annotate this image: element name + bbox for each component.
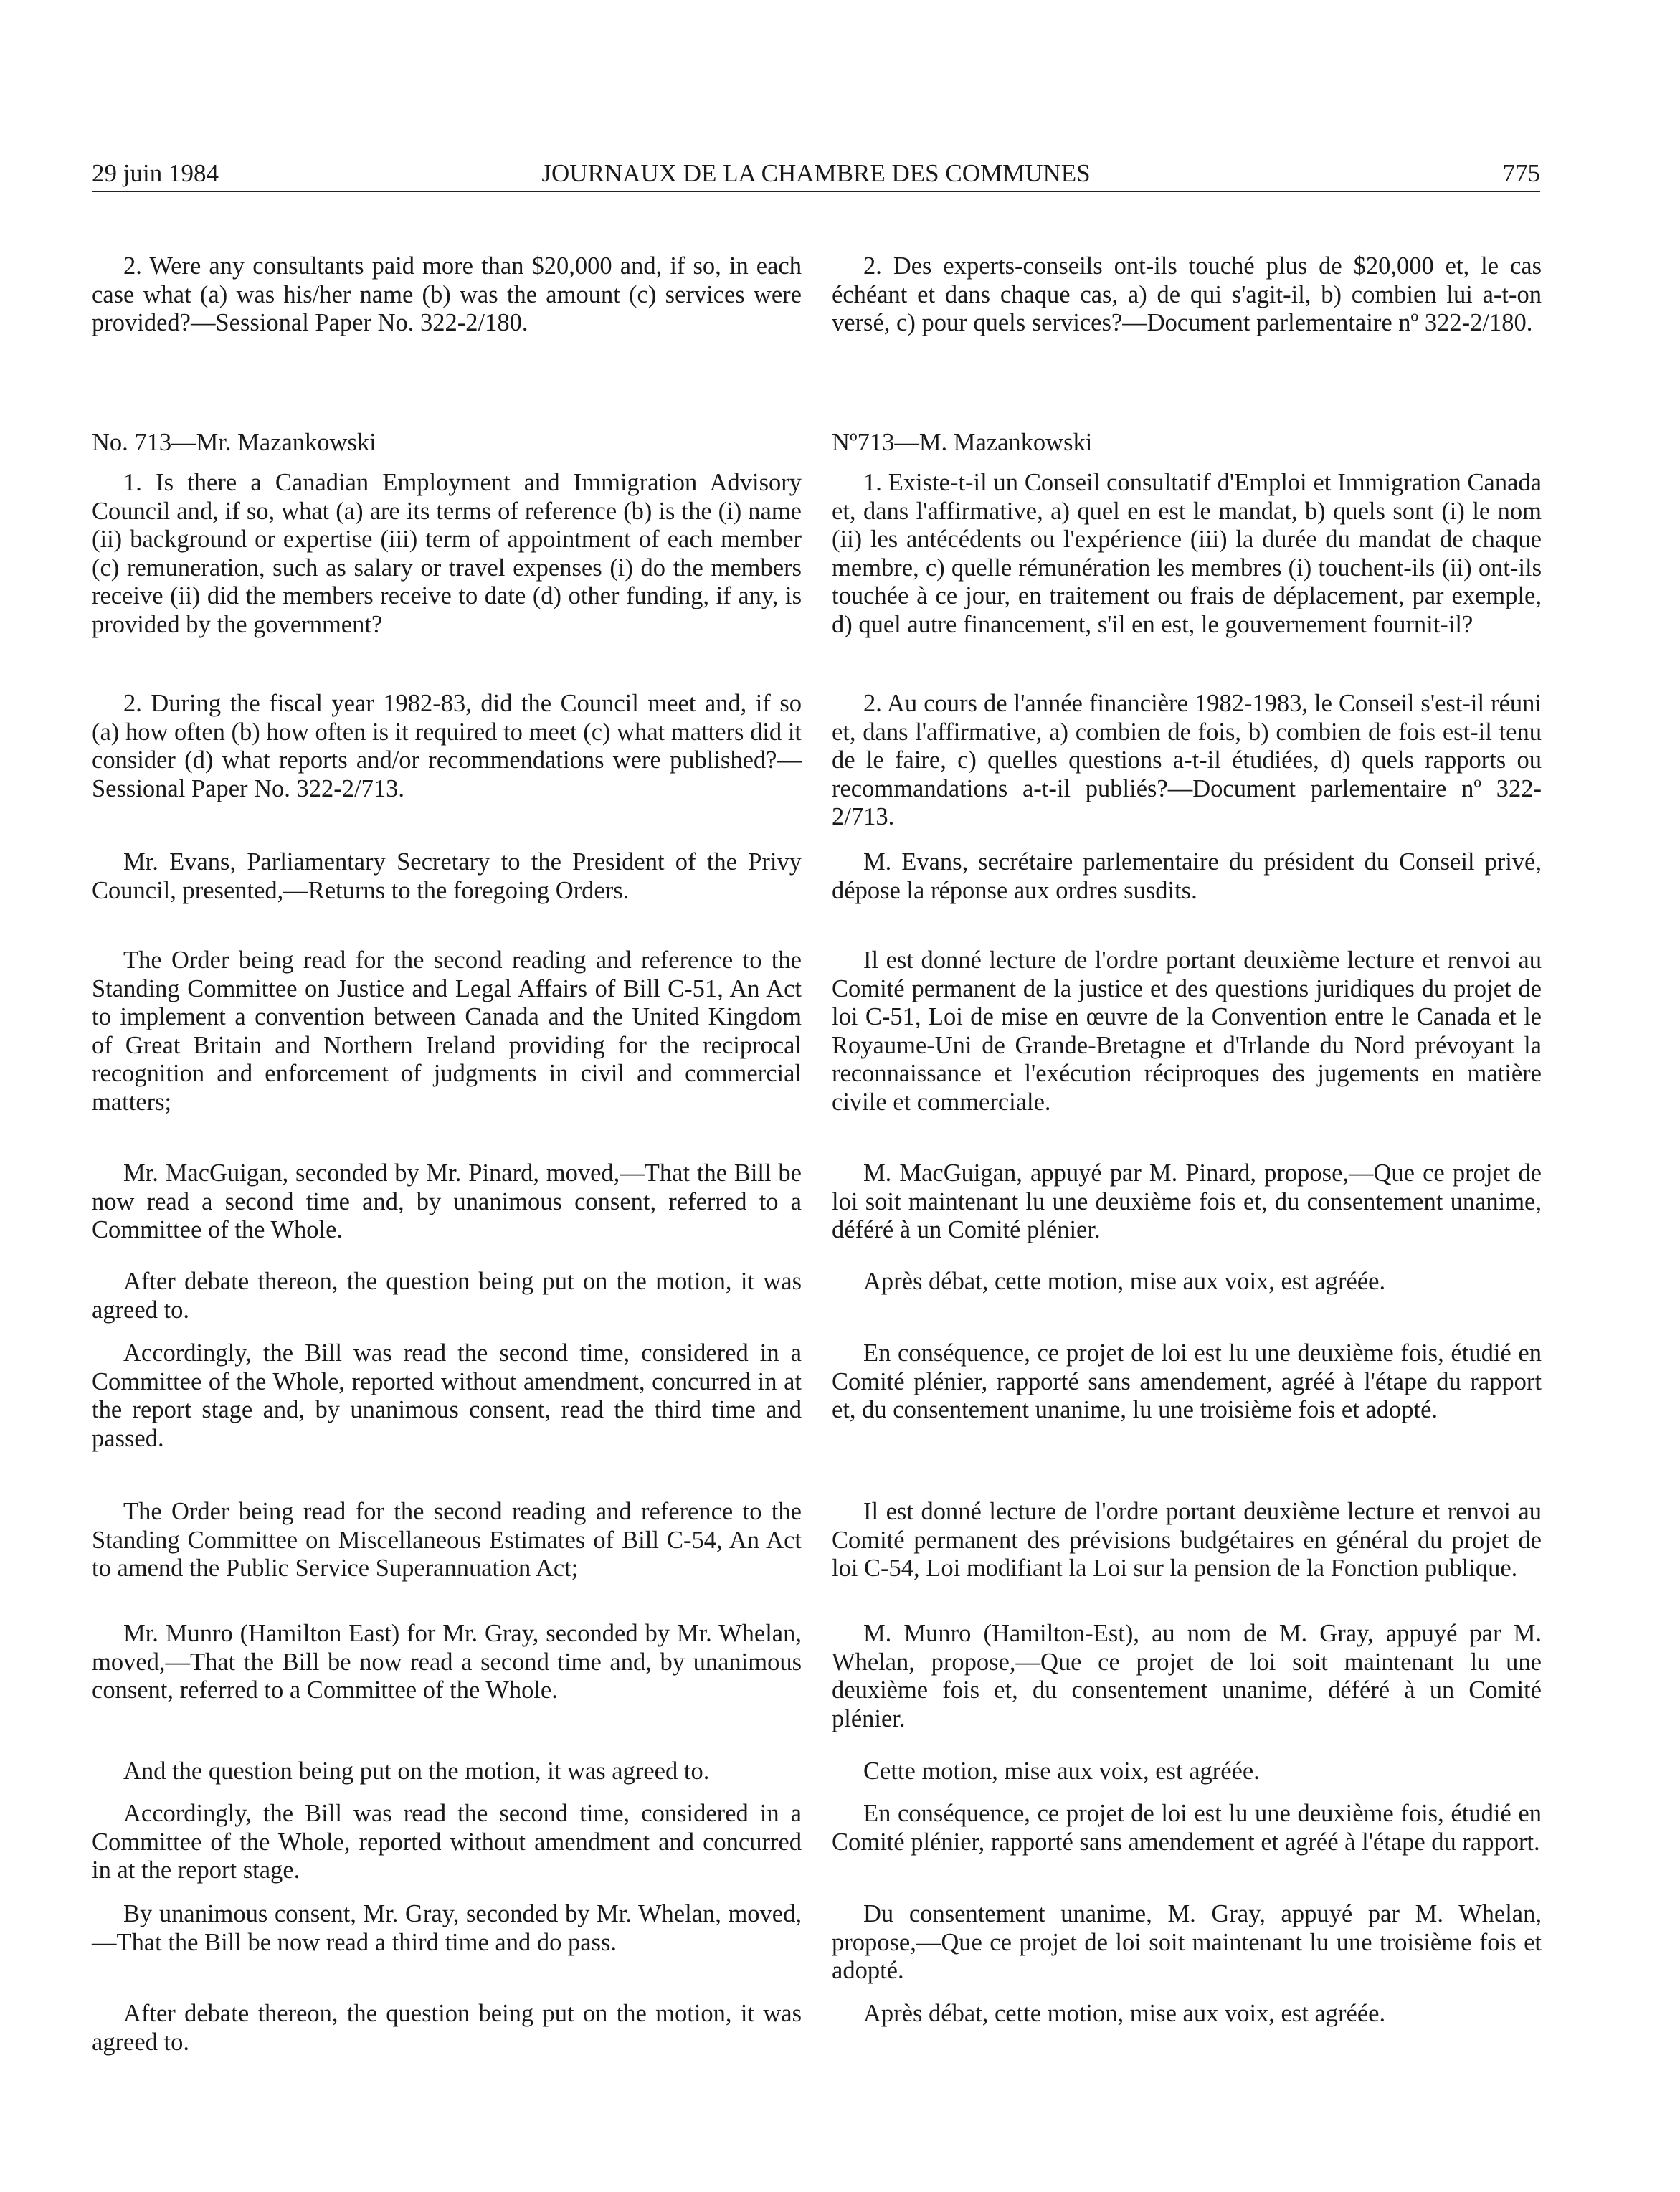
fr-bill-c54-agreed: Cette motion, mise aux voix, est agréée. <box>863 1757 1260 1785</box>
en-bill-c54-motion: Mr. Munro (Hamilton East) for Mr. Gray, seconded by Mr. Whelan, moved,—That the Bill be now read a second time and, by unanimous consent, referred to a Committee of the Whole. <box>92 1620 802 1704</box>
en-bill-c54-third-reading-agreed: After debate thereon, the question being put on the motion, it was agreed to. <box>92 2000 802 2056</box>
fr-bill-c51-motion: M. MacGuigan, appuyé par M. Pinard, propose,—Que ce projet de loi soit maintenant lu une deuxième fois et, du consentement unanime, déféré à un Comité plénier. <box>832 1159 1542 1243</box>
en-bill-c54-agreed: And the question being put on the motion, it was agreed to. <box>123 1757 710 1785</box>
en-bill-c51-agreed: After debate thereon, the question being put on the motion, it was agreed to. <box>92 1268 802 1324</box>
fr-returns-presented: M. Evans, secrétaire parlementaire du président du Conseil privé, dépose la réponse aux ordres susdits. <box>832 848 1542 904</box>
fr-bill-c51-agreed: Après débat, cette motion, mise aux voix, est agréée. <box>863 1268 1386 1295</box>
en-bill-c51-order: The Order being read for the second reading and reference to the Standing Committee on Justice and Legal Affairs of Bill C-51, An Act to implement a convention between Canada and the United Kingdom of Great Britain and Northern Ireland providing for the reciprocal recognition and enforcement of judgments in civil and commercial matters; <box>92 946 802 1116</box>
en-question-713-heading: No. 713—Mr. Mazankowski <box>92 429 376 456</box>
en-returns-presented: Mr. Evans, Parliamentary Secretary to the President of the Privy Council, presented,—Returns to the foregoing Orders. <box>92 848 802 904</box>
fr-bill-c54-reported: En conséquence, ce projet de loi est lu une deuxième fois, étudié en Comité plénier, rapporté sans amendement et agréé à l'étape du rapport. <box>832 1800 1542 1856</box>
fr-bill-c51-passed: En conséquence, ce projet de loi est lu une deuxième fois, étudié en Comité plénier, rapporté sans amendement, agréé à l'étape du rapport et, du consentement unanime, lu une troisième fois et adopté. <box>832 1339 1542 1423</box>
fr-question-713-heading: Nº713—M. Mazankowski <box>832 429 1093 456</box>
header-date: 29 juin 1984 <box>92 159 219 187</box>
fr-question-713-part-1: 1. Existe-t-il un Conseil consultatif d'Emploi et Immigration Canada et, dans l'affirmative, a) quel en est le mandat, b) quels sont (i) le nom (ii) les antécédents ou l'expérience (iii) la durée du mandat de chaque membre, c) quelle rémunération les membres (i) touchent-ils (ii) ont-ils touchée à ce jour, en traitement ou frais de déplacement, par exemple, d) quel autre financement, s'il en est, le gouvernement fournit-il? <box>832 469 1542 638</box>
header-title: JOURNAUX DE LA CHAMBRE DES COMMUNES <box>541 159 1091 187</box>
page-header <box>92 155 1540 192</box>
fr-bill-c54-third-reading-agreed: Après débat, cette motion, mise aux voix, est agréée. <box>863 2000 1386 2027</box>
en-bill-c51-passed: Accordingly, the Bill was read the second time, considered in a Committee of the Whole, reported without amendment, concurred in at the report stage and, by unanimous consent, read the third time and passed. <box>92 1339 802 1452</box>
fr-question-713-part-2: 2. Au cours de l'année financière 1982-1983, le Conseil s'est-il réuni et, dans l'affirmative, a) combien de fois, b) combien de fois est-il tenu de le faire, c) quelles questions a-t-il étudiées, d) quels rapports ou recommandations a-t-il publiés?—Document parlementaire nº 322-2/713. <box>832 690 1542 830</box>
fr-bill-c54-order: Il est donné lecture de l'ordre portant deuxième lecture et renvoi au Comité permanent des prévisions budgétaires en général du projet de loi C-54, Loi modifiant la Loi sur la pension de la Fonction publique. <box>832 1498 1542 1582</box>
fr-bill-c54-motion: M. Munro (Hamilton-Est), au nom de M. Gray, appuyé par M. Whelan, propose,—Que ce projet de loi soit maintenant lu une deuxième fois et, du consentement unanime, déféré à un Comité plénier. <box>832 1620 1542 1732</box>
en-question-2-consultants: 2. Were any consultants paid more than $20,000 and, if so, in each case what (a) was his/her name (b) was the amount (c) services were provided?—Sessional Paper No. 322-2/180. <box>92 252 802 336</box>
page-number: 775 <box>1502 159 1540 187</box>
en-bill-c51-motion: Mr. MacGuigan, seconded by Mr. Pinard, moved,—That the Bill be now read a second time and, by unanimous consent, referred to a Committee of the Whole. <box>92 1159 802 1243</box>
fr-question-2-consultants: 2. Des experts-conseils ont-ils touché plus de $20,000 et, le cas échéant et dans chaque cas, a) de qui s'agit-il, b) combien lui a-t-on versé, c) pour quels services?—Document parlementaire nº 322-2/180. <box>832 252 1542 336</box>
en-question-713-part-2: 2. During the fiscal year 1982-83, did the Council meet and, if so (a) how often (b) how often is it required to meet (c) what matters did it consider (d) what reports and/or recommendations were published?—Sessional Paper No. 322-2/713. <box>92 690 802 802</box>
en-bill-c54-reported: Accordingly, the Bill was read the second time, considered in a Committee of the Whole, reported without amendment and concurred in at the report stage. <box>92 1800 802 1884</box>
fr-bill-c54-third-reading-motion: Du consentement unanime, M. Gray, appuyé par M. Whelan, propose,—Que ce projet de loi soit maintenant lu une troisième fois et adopté. <box>832 1900 1542 1984</box>
en-bill-c54-order: The Order being read for the second reading and reference to the Standing Committee on Miscellaneous Estimates of Bill C-54, An Act to amend the Public Service Superannuation Act; <box>92 1498 802 1582</box>
fr-bill-c51-order: Il est donné lecture de l'ordre portant deuxième lecture et renvoi au Comité permanent de la justice et des questions juridiques du projet de loi C-51, Loi de mise en œuvre de la Convention entre le Canada et le Royaume-Uni de Grande-Bretagne et d'Irlande du Nord prévoyant la reconnaissance et l'exécution réciproques des jugements en matière civile et commerciale. <box>832 946 1542 1116</box>
en-question-713-part-1: 1. Is there a Canadian Employment and Immigration Advisory Council and, if so, what (a) are its terms of reference (b) is the (i) name (ii) background or expertise (iii) term of appointment of each member (c) remuneration, such as salary or travel expenses (i) do the members receive (ii) did the members receive to date (d) other funding, if any, is provided by the government? <box>92 469 802 638</box>
en-bill-c54-third-reading-motion: By unanimous consent, Mr. Gray, seconded by Mr. Whelan, moved,—That the Bill be now read a third time and do pass. <box>92 1900 802 1956</box>
